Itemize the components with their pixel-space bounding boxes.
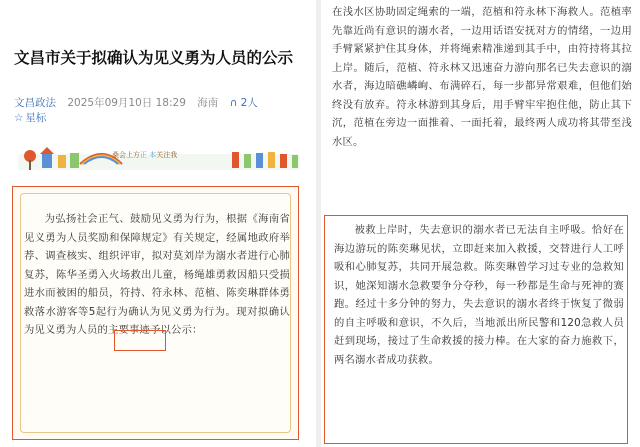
banner-caption: 桑会上方正 本关注我 [112, 151, 178, 159]
publish-date: 2025年09月10日 18:29 [67, 97, 186, 109]
rescue-paragraph-top: 在浅水区协助固定绳索的一端，范植和符永林下海救人。范植率先靠近尚有意识的溺水者，一边用话语安抚对方的情绪，一边用手臂紧紧护住其身体，并将绳索精准递到其手中，由符持将其拉上岸。随后，范植、符永林又迅速奋力游向那名已失去意识的溺水者，海边暗礁嶙峋、布满碎石，每一步都异常艰难，但他们始终没有放弃。符永林游到其身后，用手臂牢牢抱住他，防止其下沉，范植在旁边一面推着、一面托着，最终两人成功将其带至浅水区。 [332, 6, 632, 148]
name-highlight-box [114, 330, 166, 351]
column-divider [316, 0, 321, 447]
article-meta [14, 95, 258, 110]
spacer [322, 208, 640, 211]
listen-button[interactable] [230, 97, 258, 109]
region-label: 海南 [197, 97, 219, 109]
headphones-icon: ∩ [229, 97, 238, 109]
article-title: 文昌市关于拟确认为见义勇为人员的公示 [14, 49, 294, 67]
announcement-paragraph: 为弘扬社会正气、鼓励见义勇为行为，根据《海南省见义勇为人员奖励和保障规定》有关规定，经属地政府举荐、调查核实、组织评审，拟对莫刘岸为溺水者进行心肺复苏，陈华圣勇入火场救出儿童，杨绳雄勇救因船只受损进水而被困的船员，符持、符永林、范植、陈奕琳群体勇救落水游客等5起行为确认为见义勇为行为。现对拟确认为见义勇为人员的主要事迹予以公示： [24, 213, 290, 336]
listener-count: 2人 [240, 97, 258, 109]
source-account-link[interactable]: 文昌政法 [14, 97, 56, 109]
star-button[interactable] [14, 110, 46, 125]
star-outline-icon: ☆ [14, 112, 24, 124]
rescue-paragraph-bottom: 被救上岸时，失去意识的溺水者已无法自主呼吸。恰好在海边游玩的陈奕琳见状，立即赶来加入救援，交替进行人工呼吸和心肺复苏，共同开展急救。陈奕琳曾学习过专业的急救知识，她深知溺水急救要争分夺秒，每一秒都是生命与死神的赛跑。经过十多分钟的努力，失去意识的溺水者终于恢复了微弱的自主呼吸和意识，不久后，当地派出所民警和120急救人员赶到现场，接过了生命救援的接力棒。在大家的奋力施救下，两名溺水者成功获救。 [334, 224, 624, 366]
star-label: 星标 [25, 112, 47, 124]
